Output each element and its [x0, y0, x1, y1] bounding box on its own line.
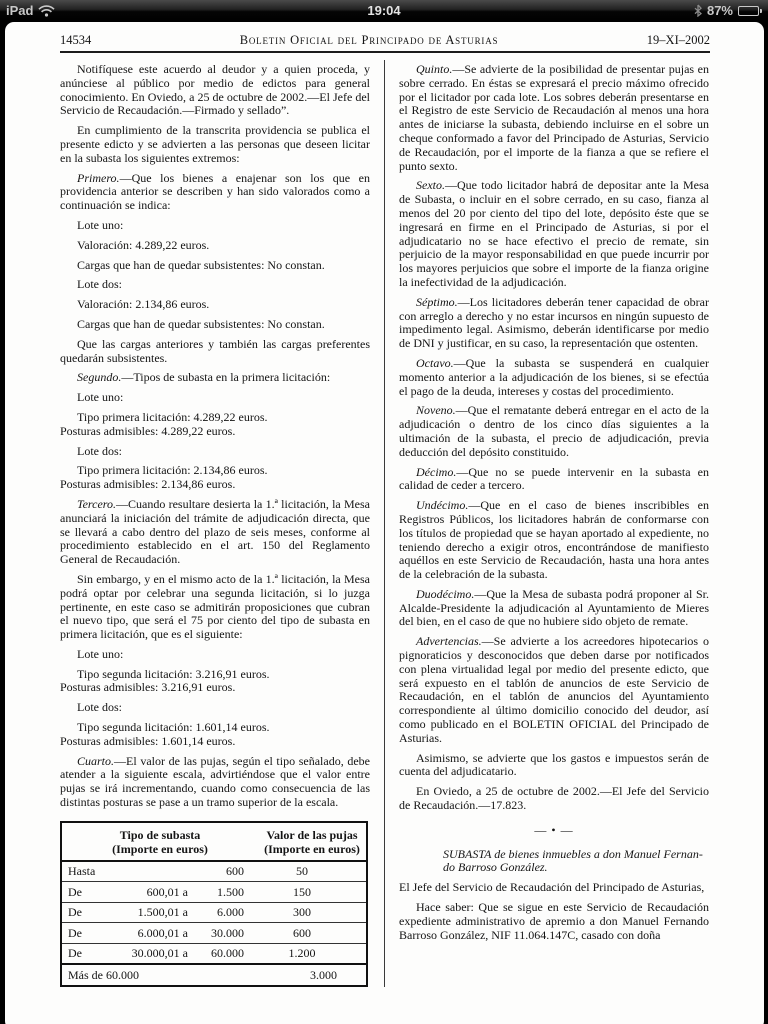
paragraph: Advertencias.—Se advierte a los acreedores hipotecarios o pignoraticios y desconocidos que deben darse por notificados con plena virtualidad legal por medio del presente edicto, que será expuesto en el tablón de anuncios de este Servicio de Recaudación, en el tablón de anuncios del Ayuntamiento correspondiente al último domicilio conocido del deudor, así como publicado en el BOLETIN OFICIAL del Principado de Asturias.	[399, 634, 709, 745]
table-row	[62, 902, 366, 923]
table-cell: 300	[293, 905, 311, 920]
paragraph: Cargas que han de quedar subsistentes: No constan.	[77, 316, 325, 331]
section-lead: Sexto.	[416, 178, 445, 193]
table-cell: De	[68, 925, 82, 940]
paragraph: Lote dos:	[77, 700, 122, 715]
table-cell: 60.000	[211, 946, 244, 961]
paragraph: Lote uno:	[77, 646, 124, 661]
bidding-scale-table	[60, 821, 368, 987]
left-column-text	[60, 63, 370, 810]
table-row	[62, 922, 366, 943]
table-cell: 6.000	[217, 905, 244, 920]
right-column	[399, 57, 709, 987]
paragraph: Hace saber: Que se sigue en este Servicio de Recaudación expediente administrativo de apremio a don Manuel Fernando Barroso González, NIF 11.064.147C, casado con doña	[399, 900, 709, 942]
section-lead: Tercero.	[77, 496, 116, 511]
paragraph: Valoración: 4.289,22 euros.	[77, 237, 210, 252]
table-cell: Más de 60.000	[68, 967, 139, 982]
paragraph: Lote uno:	[77, 217, 124, 232]
table-cell: De	[68, 905, 82, 920]
paragraph: Tipo primera licitación: 2.134,86 euros. Posturas admisibles: 2.134,86 euros.	[60, 463, 268, 492]
paragraph: Lote dos:	[77, 277, 122, 292]
section-lead: Séptimo.	[416, 294, 458, 309]
section-lead: Segundo.	[77, 370, 122, 385]
status-bar	[0, 0, 768, 21]
section-lead: Décimo.	[416, 464, 457, 479]
bulletin-title: Boletin Oficial del Principado de Asturias	[239, 33, 499, 47]
section-lead: Primero.	[77, 170, 120, 185]
table-cell: 30.000,01 a	[131, 946, 188, 961]
table-header-col1: Tipo de subasta (Importe en euros)	[112, 827, 208, 856]
column-divider-rule	[384, 60, 385, 987]
paragraph: Segundo.—Tipos de subasta en la primera licitación:	[77, 370, 331, 385]
section-lead: Noveno.	[416, 403, 456, 418]
text-columns	[60, 57, 709, 987]
paragraph: Cuarto.—El valor de las pujas, según el tipo señalado, debe atender a la siguiente escala, advirtiéndose que el valor entre pujas se irá incrementando, cuando como consecuencia de las distintas posturas se pase a un tramo superior de la escala.	[60, 753, 370, 810]
document-page[interactable]	[5, 22, 764, 1024]
paragraph: En Oviedo, a 25 de octubre de 2002.—El Jefe del Servicio de Recaudación.—17.823.	[399, 784, 709, 813]
page-number: 14534	[60, 33, 92, 47]
paragraph: Noveno.—Que el rematante deberá entregar en el acto de la adjudicación o dentro de los cinco días siguientes a la ultimación de la subasta, el precio de adjudicación, previa deducción del depósito constituido.	[399, 403, 709, 459]
table-cell: 1.500	[217, 884, 244, 899]
table-row	[62, 862, 366, 882]
paragraph: Tercero.—Cuando resultare desierta la 1.ª licitación, la Mesa anunciará la iniciación del trámite de adjudicación directa, que se llevará a cabo dentro del plazo de seis meses, conforme al procedimiento establecido en el art. 150 del Reglamento General de Recaudación.	[60, 496, 370, 567]
section-lead: Octavo.	[416, 355, 454, 370]
device-label: iPad	[6, 3, 34, 18]
table-header-col2: Valor de las pujas (Importe en euros)	[264, 827, 360, 856]
section-divider: — • —	[534, 822, 574, 837]
paragraph: Asimismo, se advierte que los gastos e impuestos serán de cuenta del adjudicatario.	[399, 750, 709, 779]
table-row	[62, 881, 366, 902]
paragraph: Séptimo.—Los licitadores deberán tener capacidad de obrar con arreglo a derecho y no estar incursos en ningún supuesto de impedimento legal. Asimismo, deberán identificarse por medio de DNI y justificar, en su caso, la representación que ostenten.	[399, 294, 709, 351]
table-row	[62, 943, 366, 964]
table-cell: Hasta	[68, 864, 96, 879]
paragraph: Quinto.—Se advierte de la posibilidad de presentar pujas en sobre cerrado. En éstas se expresará el precio máximo ofrecido por el licitador por cada lote. Los sobres deberán presentarse en el Registro de este Servicio de Recaudación al menos una hora antes de iniciarse la subasta, debiendo incluirse en el sobre un cheque conformado a favor del Principado de Asturias, Servicio de Recaudación, por el importe de la fianza a que se refiere el punto sexto.	[399, 62, 709, 173]
paragraph: Tipo primera licitación: 4.289,22 euros. Posturas admisibles: 4.289,22 euros.	[60, 409, 268, 438]
section-lead: Undécimo.	[416, 498, 469, 513]
table-cell: 1.200	[288, 946, 316, 961]
paragraph: Octavo.—Que la subasta se suspenderá en cualquier momento anterior a la adjudicación de los bienes, si se efectúa el pago de la deuda, intereses y costas del procedimiento.	[399, 355, 709, 398]
table-cell: 1.500,01 a	[137, 905, 188, 920]
paragraph: SUBASTA de bienes inmuebles a don Manuel Fernan- do Barroso González.	[443, 846, 703, 875]
paragraph: Sexto.—Que todo licitador habrá de depositar ante la Mesa de Subasta, o incluir en el sobre cerrado, en su caso, fianza al menos del 20 por ciento del tipo del lote, depósito éste que se ingresará en firme en el Principado de Asturias, si por el adjudicatario no se hace efectivo el precio de remate, sin perjuicio de la mayor responsabilidad en que puede incurrir por los mayores perjuicios que sobre el importe de la fianza origine la inefectividad de la adjudicación.	[399, 178, 709, 289]
table-cell: 6.000,01 a	[137, 925, 188, 940]
table-row	[62, 963, 366, 985]
paragraph: Cargas que han de quedar subsistentes: No constan.	[77, 257, 325, 272]
section-lead: Cuarto.	[77, 753, 115, 768]
paragraph: Lote dos:	[77, 443, 122, 458]
table-cell: De	[68, 884, 82, 899]
section-lead: Quinto.	[416, 62, 453, 76]
paragraph: El Jefe del Servicio de Recaudación del Principado de Asturias,	[399, 880, 705, 895]
paragraph: Notifíquese este acuerdo al deudor y a quien proceda, y anúnciese al público por medio de edictos para general conocimiento. En Oviedo, a 25 de octubre de 2002.—El Jefe del Servicio de Recaudación.—Firmado y sellado”.	[60, 62, 370, 118]
issue-date: 19–XI–2002	[646, 33, 710, 47]
right-column-text	[399, 63, 709, 942]
left-column	[60, 57, 370, 987]
paragraph: Décimo.—Que no se puede intervenir en la subasta en calidad de ceder a tercero.	[399, 464, 709, 493]
clock: 19:04	[367, 3, 401, 18]
paragraph: Tipo segunda licitación: 1.601,14 euros. Posturas admisibles: 1.601,14 euros.	[60, 720, 270, 748]
paragraph: Undécimo.—Que en el caso de bienes inscribibles en Registros Públicos, los licitadores habrán de conformarse con los títulos de propiedad que se hayan aportado al expediente, no teniendo derecho a exigir otros, encontrándose de manifiesto aquéllos en este Servicio de Recaudación, hasta una hora antes de la celebración de la subasta.	[399, 498, 709, 582]
paragraph: Tipo segunda licitación: 3.216,91 euros. Posturas admisibles: 3.216,91 euros.	[60, 666, 270, 695]
table-body	[62, 862, 366, 985]
table-cell: De	[68, 946, 82, 961]
table-header	[62, 823, 366, 862]
table-cell: 30.000	[211, 925, 244, 940]
document-header	[60, 33, 710, 53]
section-lead: Advertencias.	[416, 634, 482, 649]
table-cell: 50	[296, 864, 308, 879]
table-cell: 150	[293, 884, 311, 899]
table-cell: 600	[293, 925, 311, 940]
battery-percent: 87%	[706, 3, 733, 18]
table-cell: 600	[226, 864, 244, 879]
table-cell: 3.000	[310, 967, 337, 982]
table-cell	[96, 864, 188, 879]
table-cell	[231, 968, 287, 983]
paragraph: Lote uno:	[77, 390, 124, 405]
paragraph: Primero.—Que los bienes a enajenar son los que en providencia anterior se describen y han sido valorados como a continuación se indica:	[60, 170, 370, 213]
paragraph: Sin embargo, y en el mismo acto de la 1.ª licitación, la Mesa podrá optar por celebrar una segunda licitación, si lo juzga pertinente, en este caso se admitirán proposiciones que cubran el nuevo tipo, que será el 75 por ciento del tipo de subasta en primera licitación, que es el siguiente:	[60, 571, 370, 642]
table-cell: 600,01 a	[146, 884, 188, 899]
table-cell	[139, 968, 231, 983]
section-lead: Duodécimo.	[416, 586, 475, 601]
paragraph: Valoración: 2.134,86 euros.	[77, 297, 210, 312]
paragraph: En cumplimiento de la transcrita providencia se publica el presente edicto y se advierten a las personas que deseen licitar en la subasta los siguientes extremos:	[60, 123, 370, 165]
paragraph: Que las cargas anteriores y también las cargas preferentes quedarán subsistentes.	[60, 336, 370, 365]
paragraph: Duodécimo.—Que la Mesa de subasta podrá proponer al Sr. Alcalde-Presidente la adjudicación al Ayuntamiento de Mieres del bien, en el caso de que no hubiere sido objeto de remate.	[399, 586, 709, 629]
